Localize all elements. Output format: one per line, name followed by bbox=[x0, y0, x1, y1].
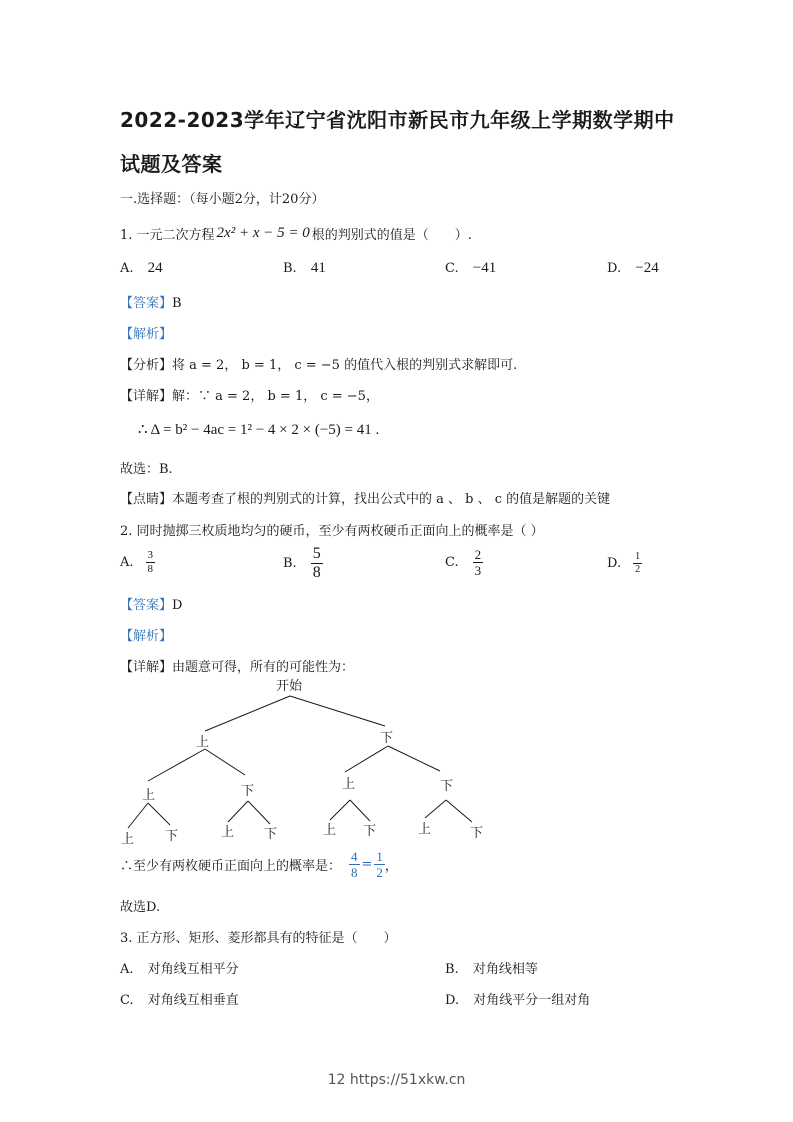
q1-prefix: 1. 一元二次方程 bbox=[120, 228, 215, 243]
tree-edge bbox=[330, 800, 350, 820]
tree-edge bbox=[425, 800, 446, 818]
option-text: 对角线互相平分 bbox=[147, 962, 239, 977]
tree-node-label: 上 bbox=[196, 735, 210, 750]
tree-node-label: 上 bbox=[142, 788, 156, 803]
option-label: C. bbox=[445, 261, 459, 276]
tree-node-label: 下 bbox=[440, 779, 454, 794]
page-title-line1: 2022-2023学年辽宁省沈阳市新民市九年级上学期数学期中 bbox=[120, 108, 675, 132]
q3-option-d bbox=[445, 989, 590, 1008]
option-text: 对角线相等 bbox=[472, 962, 538, 977]
tree-edge bbox=[388, 746, 440, 771]
section-header: 一.选择题：（每小题2分，计20分） bbox=[120, 192, 325, 207]
q3-option-a bbox=[120, 958, 239, 977]
conclusion-prefix: ∴至少有两枚硬币正面向上的概率是： bbox=[120, 859, 342, 874]
tree-edge bbox=[350, 800, 370, 821]
question-3-stem: 3. 正方形、矩形、菱形都具有的特征是（ ） bbox=[120, 931, 397, 946]
tree-leaf-label: 下 bbox=[165, 829, 179, 844]
option-label: D. bbox=[607, 261, 622, 276]
q1-equation: 2x² + x − 5 = 0 bbox=[216, 225, 310, 241]
fenxi-tag: 【分析】 bbox=[120, 358, 173, 373]
tree-leaf-label: 下 bbox=[363, 824, 377, 839]
tree-edge bbox=[446, 800, 472, 822]
tree-edge bbox=[148, 803, 170, 825]
option-label: D. bbox=[607, 556, 622, 571]
tree-leaf-label: 上 bbox=[418, 822, 432, 837]
tree-edge bbox=[345, 746, 388, 772]
option-label: C. bbox=[445, 555, 459, 570]
option-label: B. bbox=[283, 556, 297, 571]
tree-node-label: 下 bbox=[241, 784, 255, 799]
tree-edge bbox=[205, 749, 245, 775]
fraction-numerator: 2 bbox=[474, 547, 482, 562]
q2-analysis-tag: 【解析】 bbox=[120, 629, 173, 644]
xiangjie-tag: 【详解】 bbox=[120, 660, 173, 675]
tree-node-label: 上 bbox=[342, 777, 356, 792]
tree-edge bbox=[148, 749, 205, 781]
q2-choose: 故选D. bbox=[120, 900, 161, 915]
option-label: D. bbox=[445, 993, 460, 1008]
q2-conclusion bbox=[120, 850, 398, 879]
fraction-numerator: 3 bbox=[147, 549, 154, 561]
option-value: 41 bbox=[310, 260, 326, 276]
dianjing-tag: 【点睛】 bbox=[120, 492, 173, 507]
answer-tag: 【答案】 bbox=[120, 598, 173, 613]
answer-value: D bbox=[172, 598, 183, 613]
fraction-numerator: 5 bbox=[312, 545, 321, 562]
option-label: A. bbox=[120, 962, 134, 977]
q1-analysis-tag: 【解析】 bbox=[120, 327, 173, 342]
option-value: 24 bbox=[147, 260, 163, 276]
option-label: B. bbox=[283, 261, 297, 276]
fraction-denominator: 8 bbox=[351, 865, 358, 880]
tree-leaf-label: 上 bbox=[121, 832, 135, 847]
page-title-line2: 试题及答案 bbox=[120, 152, 223, 176]
conclusion-fraction-1 bbox=[349, 850, 360, 879]
tree-edge bbox=[128, 803, 148, 828]
tree-edge bbox=[228, 801, 248, 822]
q1-suffix: 根的判别式的值是（ ）. bbox=[311, 228, 472, 243]
option-value: −24 bbox=[635, 260, 659, 276]
tree-root-label: 开始 bbox=[276, 679, 303, 694]
answer-tag: 【答案】 bbox=[120, 296, 173, 311]
fraction-denominator: 3 bbox=[474, 563, 482, 578]
xiangjie-text: 解：∵ a = 2， b = 1， c = −5， bbox=[172, 389, 379, 404]
tree-edge bbox=[205, 696, 290, 731]
tree-edge bbox=[248, 801, 270, 824]
q3-option-b bbox=[445, 958, 538, 977]
dianjing-text: 本题考查了根的判别式的计算，找出公式中的 a 、 b 、 c 的值是解题的关键 bbox=[172, 492, 611, 507]
tree-leaf-label: 上 bbox=[221, 825, 235, 840]
fraction-denominator: 2 bbox=[635, 564, 641, 575]
page-footer: 12 https://51xkw.cn bbox=[327, 1072, 466, 1088]
answer-value: B bbox=[172, 296, 182, 311]
tree-node-label: 下 bbox=[380, 731, 394, 746]
option-label: A. bbox=[120, 555, 134, 570]
option-text: 对角线互相垂直 bbox=[147, 993, 239, 1008]
fraction-numerator: 4 bbox=[351, 849, 358, 864]
option-value: −41 bbox=[472, 260, 497, 276]
xiangjie-tag: 【详解】 bbox=[120, 389, 173, 404]
option-label: A. bbox=[120, 261, 134, 276]
fraction-denominator: 2 bbox=[376, 865, 383, 880]
option-label: B. bbox=[445, 962, 459, 977]
tree-edge bbox=[290, 696, 385, 726]
tree-leaf-label: 下 bbox=[264, 827, 278, 842]
fenxi-text: 将 a = 2， b = 1， c = −5 的值代入根的判别式求解即可. bbox=[172, 358, 518, 373]
q1-delta-line: ∴ Δ = b² − 4ac = 1² − 4 × 2 × (−5) = 41 . bbox=[138, 422, 380, 438]
q1-choose: 故选：B. bbox=[120, 462, 173, 477]
option-text: 对角线平分一组对角 bbox=[473, 993, 591, 1008]
conclusion-equals: = bbox=[361, 857, 373, 872]
tree-leaf-label: 下 bbox=[470, 826, 484, 841]
conclusion-fraction-2 bbox=[374, 850, 385, 879]
fraction-denominator: 8 bbox=[312, 564, 321, 581]
q3-option-c bbox=[120, 989, 239, 1008]
fraction-denominator: 8 bbox=[147, 563, 154, 575]
fraction-numerator: 1 bbox=[376, 849, 383, 864]
xiangjie-text: 由题意可得，所有的可能性为： bbox=[172, 660, 355, 675]
fraction-numerator: 1 bbox=[635, 551, 641, 562]
tree-leaf-label: 上 bbox=[323, 823, 337, 838]
conclusion-suffix: ， bbox=[384, 859, 398, 874]
option-label: C. bbox=[120, 993, 134, 1008]
question-2-stem: 2. 同时抛掷三枚质地均匀的硬币，至少有两枚硬币正面向上的概率是（ ） bbox=[120, 524, 544, 539]
